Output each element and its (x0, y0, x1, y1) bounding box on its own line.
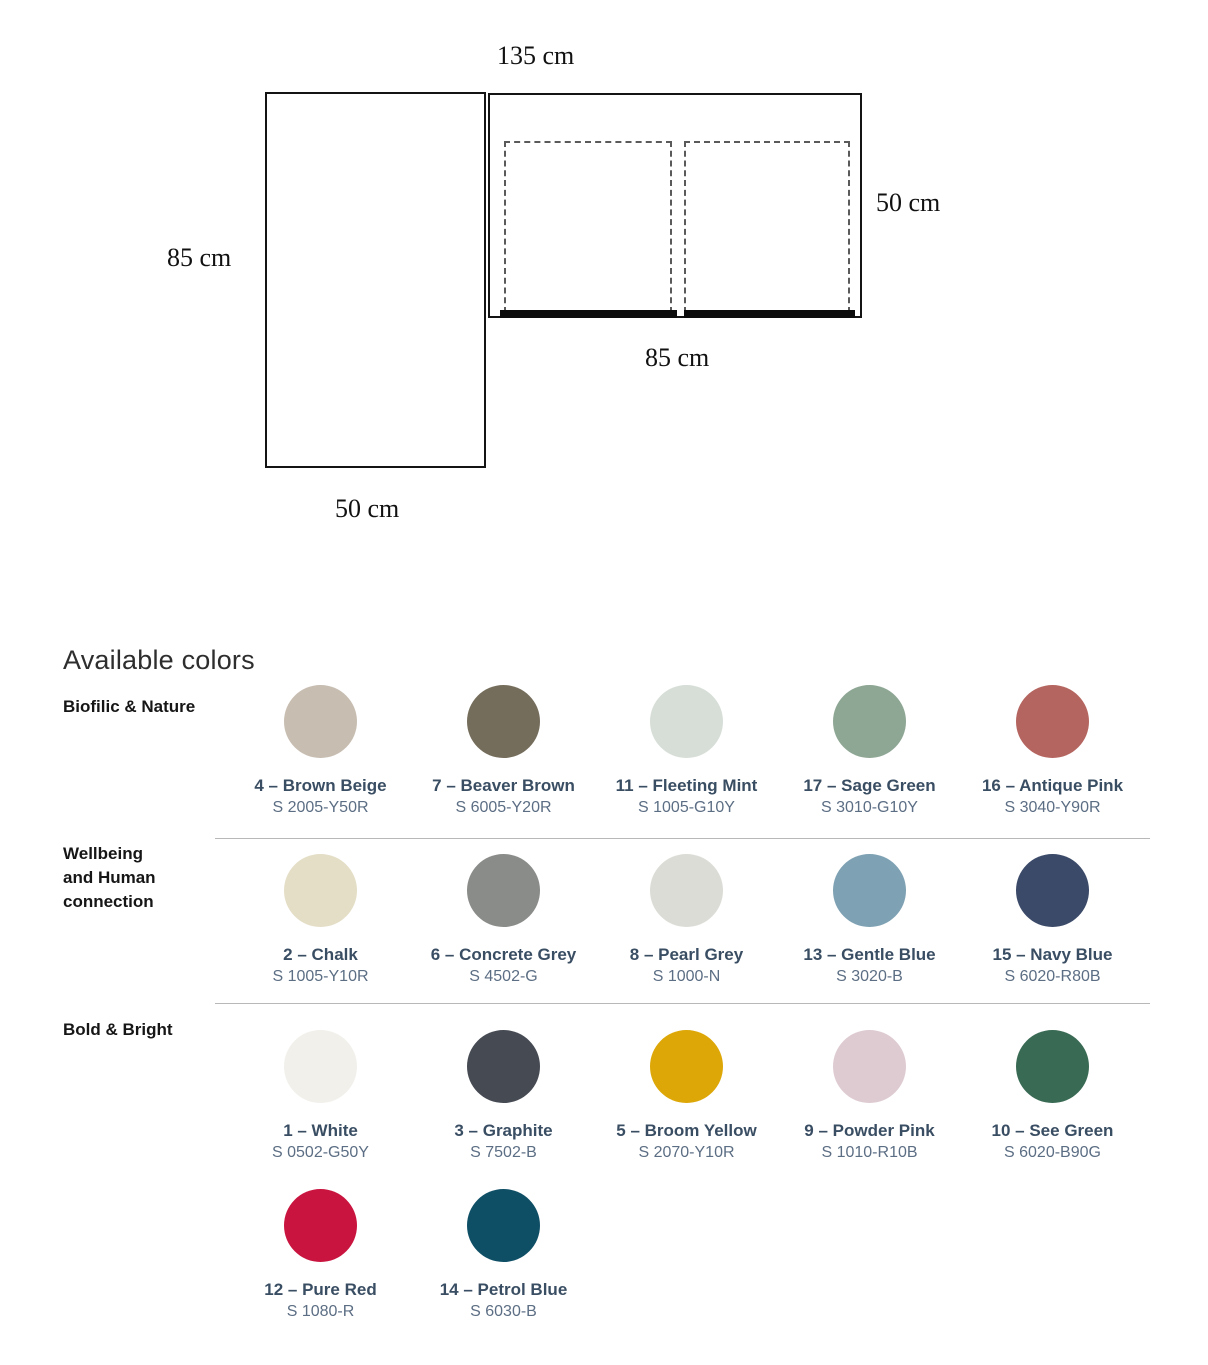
color-swatch (412, 1189, 595, 1323)
swatch-name: 6 – Concrete Grey (430, 945, 577, 964)
color-swatch (778, 1030, 961, 1164)
category-label-line: and Human (63, 868, 156, 887)
swatch-code: S 1010-R10B (821, 1144, 918, 1161)
dimension-label-bottom-width: 50 cm (335, 494, 400, 523)
diagram-thick-bar-left (500, 310, 677, 318)
swatch-circle (650, 685, 723, 758)
diagram-dashed-panel-right (684, 141, 850, 313)
swatch-circle (833, 685, 906, 758)
category-label (63, 832, 229, 914)
swatch-code: S 6030-B (470, 1303, 537, 1320)
category-label (63, 685, 229, 719)
color-category-row (63, 1164, 1163, 1323)
color-swatch (961, 685, 1144, 819)
category-label-line: Bold & Bright (63, 1020, 173, 1039)
swatch-name: 14 – Petrol Blue (439, 1280, 568, 1299)
swatch-code: S 3040-Y90R (1004, 799, 1101, 816)
swatch-code: S 7502-B (470, 1144, 537, 1161)
available-colors-section (63, 645, 1163, 1323)
swatch-code: S 1005-G10Y (638, 799, 735, 816)
swatch-circle (833, 1030, 906, 1103)
swatch-name: 3 – Graphite (454, 1121, 553, 1140)
diagram-left-rectangle (265, 92, 486, 468)
swatch-code: S 3010-G10Y (821, 799, 918, 816)
swatch-code: S 2005-Y50R (272, 799, 369, 816)
color-swatch (778, 854, 961, 988)
swatch-circle (833, 854, 906, 927)
swatch-circle (650, 1030, 723, 1103)
dimension-label-left-height: 85 cm (167, 243, 232, 272)
color-swatch (595, 1030, 778, 1164)
color-swatch (961, 1030, 1144, 1164)
swatch-circle (284, 1189, 357, 1262)
dimension-label-inner-width: 85 cm (645, 343, 710, 372)
swatch-code: S 1005-Y10R (272, 968, 369, 985)
swatch-code: S 2070-Y10R (638, 1144, 735, 1161)
swatch-circle (467, 685, 540, 758)
swatch-circle (1016, 854, 1089, 927)
swatch-name: 8 – Pearl Grey (629, 945, 744, 964)
color-swatch (595, 854, 778, 988)
swatch-code: S 1000-N (652, 968, 721, 985)
swatch-circle (284, 1030, 357, 1103)
category-label (63, 1008, 229, 1042)
swatch-code: S 6020-B90G (1004, 1144, 1101, 1161)
swatch-name: 11 – Fleeting Mint (615, 776, 758, 795)
swatch-code: S 0502-G50Y (272, 1144, 369, 1161)
color-swatch (412, 1030, 595, 1164)
swatch-name: 1 – White (283, 1121, 358, 1140)
dimension-label-top-width: 135 cm (497, 41, 575, 70)
color-swatch (229, 685, 412, 819)
swatch-name: 7 – Beaver Brown (432, 776, 575, 795)
swatch-name: 15 – Navy Blue (992, 945, 1113, 964)
swatch-name: 16 – Antique Pink (981, 776, 1124, 795)
dimension-label-right-height: 50 cm (876, 188, 941, 217)
swatch-code: S 6005-Y20R (455, 799, 552, 816)
swatch-name: 17 – Sage Green (803, 776, 936, 795)
diagram-dashed-panel-left (504, 141, 672, 313)
swatch-name: 2 – Chalk (283, 945, 358, 964)
dimension-diagram (0, 0, 1208, 560)
swatch-circle (467, 1030, 540, 1103)
swatch-code: S 4502-G (469, 968, 538, 985)
swatch-circle (284, 854, 357, 927)
category-label-line: Biofilic & Nature (63, 697, 196, 716)
category-label-line: connection (63, 892, 154, 911)
swatch-circle (650, 854, 723, 927)
color-swatch (595, 685, 778, 819)
color-swatch (229, 1189, 412, 1323)
swatch-code: S 6020-R80B (1004, 968, 1101, 985)
color-swatch (961, 854, 1144, 988)
swatch-circle (1016, 685, 1089, 758)
color-swatch (778, 685, 961, 819)
color-swatch (229, 1030, 412, 1164)
swatch-name: 10 – See Green (991, 1121, 1114, 1140)
color-swatch (229, 854, 412, 988)
color-swatch (412, 854, 595, 988)
category-label (63, 1189, 229, 1199)
swatch-circle (467, 854, 540, 927)
category-label-line: Wellbeing (63, 844, 143, 863)
swatch-circle (1016, 1030, 1089, 1103)
swatch-code: S 1080-R (286, 1303, 355, 1320)
swatch-name: 9 – Powder Pink (804, 1121, 935, 1140)
swatch-circle (284, 685, 357, 758)
color-category-row (63, 685, 1163, 838)
swatch-name: 5 – Broom Yellow (616, 1121, 757, 1140)
color-category-row (63, 1003, 1163, 1164)
color-swatch (412, 685, 595, 819)
color-rows (63, 685, 1163, 1323)
swatch-name: 13 – Gentle Blue (803, 945, 936, 964)
swatch-code: S 3020-B (836, 968, 903, 985)
swatch-name: 4 – Brown Beige (254, 776, 387, 795)
diagram-thick-bar-right (684, 310, 855, 318)
swatch-name: 12 – Pure Red (264, 1280, 377, 1299)
swatch-circle (467, 1189, 540, 1262)
section-title: Available colors (63, 645, 255, 675)
color-category-row (63, 838, 1163, 1003)
